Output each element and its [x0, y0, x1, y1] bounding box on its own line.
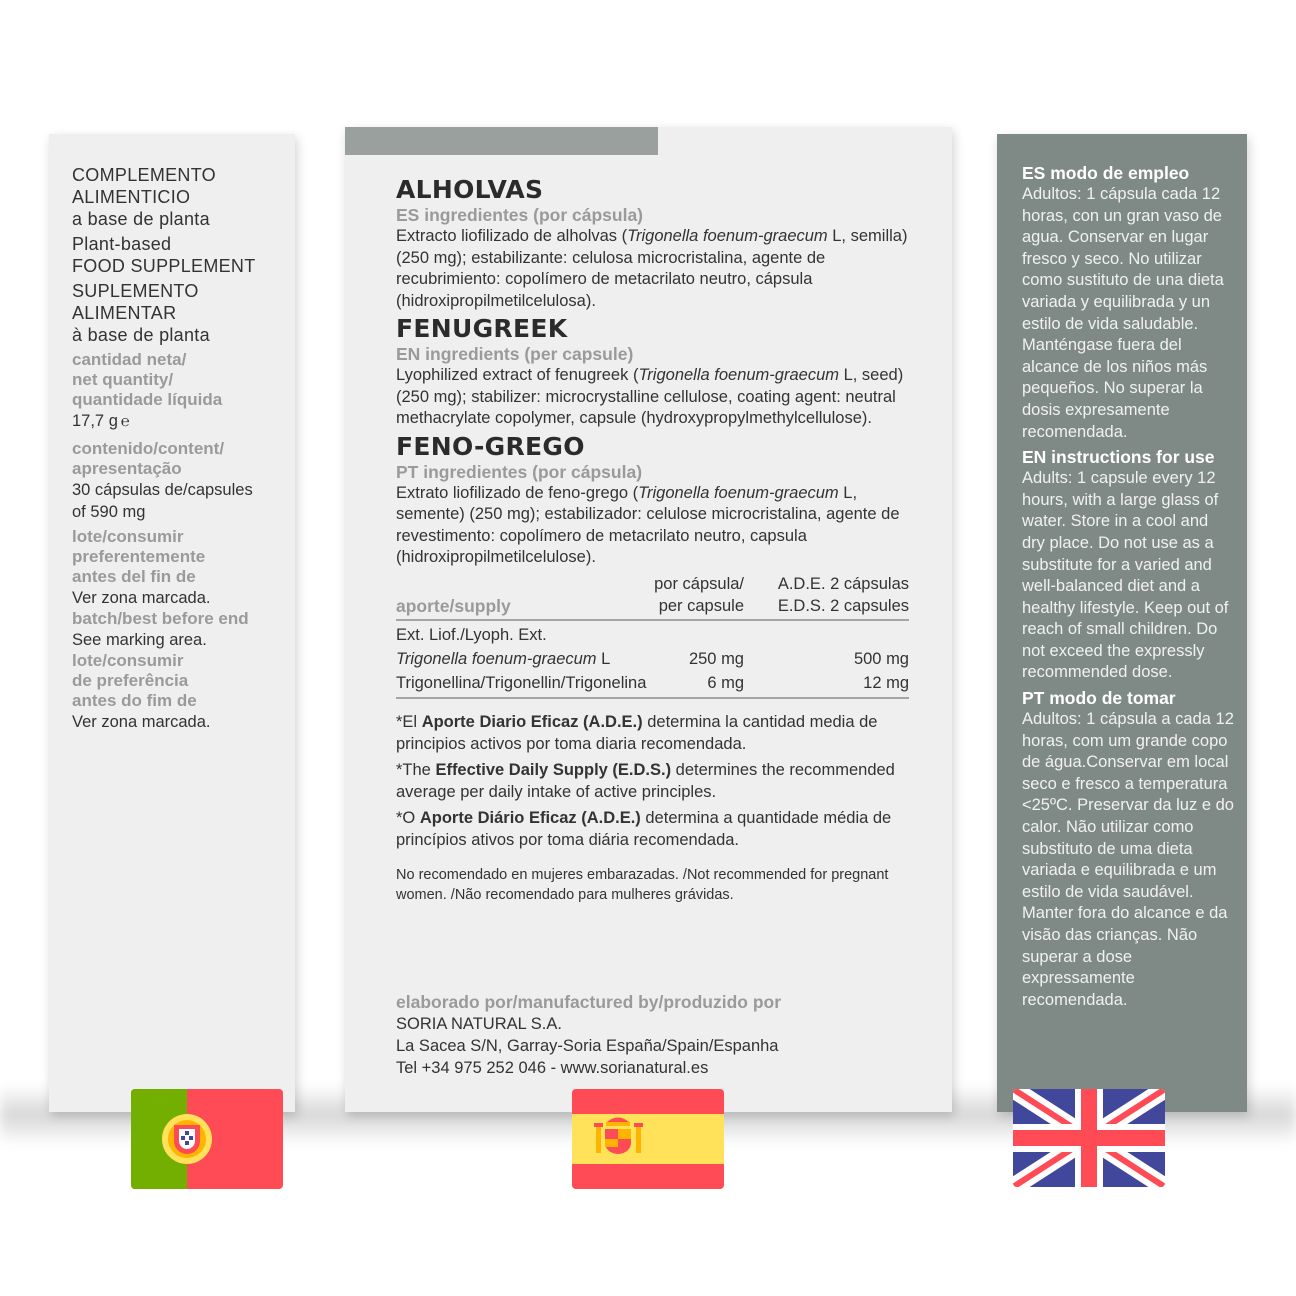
ingredients-es: [396, 226, 911, 312]
footnote-term: Aporte Diário Eficaz (A.D.E.): [419, 808, 641, 827]
footnote: [396, 807, 909, 851]
lot-es-label: preferentemente: [72, 547, 206, 566]
row-label: Trigonellina/Trigonellin/Trigonelina: [396, 673, 647, 692]
portugal-flag-icon: [131, 1089, 283, 1189]
latin-name: Trigonella foenum-graecum: [638, 483, 839, 502]
ingredients-text: Extracto liofilizado de alholvas (: [396, 227, 628, 245]
per-capsule-header: [632, 573, 744, 617]
spain-flag-icon: [572, 1089, 724, 1189]
subtitle-es: ES ingredientes (por cápsula): [396, 205, 643, 225]
usage-es-heading: ES modo de empleo: [1022, 163, 1190, 183]
content-label: contenido/content/: [72, 439, 225, 458]
net-quantity-label: net quantity/: [72, 370, 174, 389]
net-quantity-value: [72, 410, 295, 433]
table-row: [396, 623, 909, 647]
product-type-line: à base de planta: [72, 325, 210, 345]
net-quantity-label: quantidade líquida: [72, 390, 223, 409]
row-label-suffix: L: [596, 649, 611, 668]
product-type-line: a base de planta: [72, 209, 210, 229]
table-row: [396, 671, 909, 699]
daily-supply-header: [744, 573, 909, 617]
per-capsule-value: 6 mg: [707, 673, 744, 692]
product-type-line: ALIMENTICIO: [72, 187, 191, 207]
ingredients-en: [396, 365, 911, 430]
header-line: E.D.S. 2 capsules: [777, 596, 909, 615]
usage-pt-text: Adultos: 1 cápsula a cada 12 horas, com um grande copo de água.Conservar em local seco e fresco a temperatura <25ºC. Preservar da luz e do calor. Não utilizar como substituto de uma dieta variada e equilibrada e um estilo de vida saudável. Manter fora do alcance e da visão das crianças. Não superar a dose expressamente recomendada.: [1022, 710, 1234, 1009]
manufacturer-label: elaborado por/manufactured by/produzido por: [396, 992, 782, 1012]
footnotes: [396, 711, 909, 851]
usage-es-text: Adultos: 1 cápsula cada 12 horas, con un gran vaso de agua. Conservar en lugar fresco y seco. No utilizar como sustituto de una dieta variada y equilibrada y un estilo de vida saludable. Manténgase fuera del alcance de los niños más pequeños. No superar la dosis expresamente recomendada.: [1022, 185, 1224, 441]
usage-en-text: Adults: 1 capsule every 12 hours, with a large glass of water. Store in a cool and dry place. Do not use as a substitute for a varied and well-balanced diet and a healthy lifestyle. Keep out of reach of small children. Do not exceed the expressly recommended dose.: [1022, 469, 1229, 682]
footnote-text: *El: [396, 712, 422, 731]
header-line: por cápsula/: [654, 574, 744, 593]
header-line: A.D.E. 2 cápsulas: [777, 574, 909, 593]
product-type-line: COMPLEMENTO: [72, 165, 216, 185]
lot-pt-value: Ver zona marcada.: [72, 713, 211, 731]
net-quantity-label: cantidad neta/: [72, 350, 187, 369]
footnote-term: Effective Daily Supply (E.D.S.): [435, 760, 672, 779]
united-kingdom-flag-icon: [1013, 1089, 1165, 1187]
subtitle-en: EN ingredients (per capsule): [396, 344, 634, 364]
ingredients-text: L, seed) (250 mg); stabilizer: microcrystalline cellulose, coating agent: neutral methacrylate copolymer, capsule (hydroxypropylmethylcellulose).: [396, 366, 904, 427]
row-label: [396, 647, 632, 671]
footnote-term: Aporte Diario Eficaz (A.D.E.): [421, 712, 643, 731]
footnote-text: *The: [396, 760, 436, 779]
ingredients-text: L, semente) (250 mg); estabilizador: celulose microcristalina, agente de revestimento: copolímero de metacrilato neutro, capsula (hidroxipropilmetilcelulose).: [396, 483, 900, 566]
usage-en-heading: EN instructions for use: [1022, 447, 1215, 468]
product-type-line: FOOD SUPPLEMENT: [72, 256, 256, 276]
supply-table: [396, 573, 909, 699]
left-side-panel: [49, 134, 295, 1112]
lot-en-value: See marking area.: [72, 631, 207, 649]
supply-label: aporte/supply: [396, 595, 511, 616]
lot-pt-label: antes do fim de: [72, 691, 197, 710]
net-quantity-text: 17,7 g: [72, 412, 118, 430]
lot-es-value: Ver zona marcada.: [72, 589, 211, 607]
ingredients-text: Lyophilized extract of fenugreek (: [396, 366, 639, 384]
row-label: Ext. Liof./Lyoph. Ext.: [396, 625, 547, 644]
title-es: ALHOLVAS: [396, 175, 544, 204]
center-main-panel: [345, 127, 952, 1112]
table-header-row: [396, 573, 909, 621]
daily-value: 12 mg: [863, 673, 909, 692]
footnote-text: determina la cantidad media de principios activos por toma diaria recomendada.: [396, 712, 878, 753]
manufacturer-address: La Sacea S/N, Garray-Soria España/Spain/Espanha: [396, 1037, 779, 1055]
latin-name: Trigonella foenum-graecum: [638, 366, 839, 384]
subtitle-pt: PT ingredientes (por cápsula): [396, 461, 643, 482]
table-row: [396, 647, 909, 671]
product-type-line: ALIMENTAR: [72, 303, 177, 323]
header-line: per capsule: [658, 596, 744, 615]
manufacturer-name: SORIA NATURAL S.A.: [396, 1015, 562, 1033]
footnote-text: determina a quantidade média de princípios ativos por toma diária recomendada.: [396, 808, 892, 849]
footnote: [396, 759, 909, 803]
usage-pt-heading: PT modo de tomar: [1022, 688, 1176, 709]
lot-pt-label: de preferência: [72, 671, 189, 690]
lot-es-label: lote/consumir: [72, 527, 184, 546]
ingredients-pt: [396, 483, 911, 569]
per-capsule-value: 250 mg: [688, 649, 744, 668]
lot-en-label: batch/best before end: [72, 609, 249, 628]
product-type-line: Plant-based: [72, 234, 172, 254]
ingredients-text: L, semilla) (250 mg); estabilizante: celulosa microcristalina, agente de recubrimiento: copolímero de metacrilato neutro, cápsula (hidroxipropilmetilcelulosa).: [396, 227, 908, 310]
pregnancy-warning: No recomendado en mujeres embarazadas. /Not recommended for pregnant women. /Não recomendado para mulheres grávidas.: [396, 866, 889, 903]
right-side-panel: [997, 134, 1247, 1112]
latin-name: Trigonella foenum-graecum: [627, 227, 828, 245]
product-type-line: SUPLEMENTO: [72, 281, 199, 301]
daily-value: 500 mg: [853, 649, 909, 668]
latin-name: Trigonella foenum-graecum: [396, 649, 597, 668]
ingredients-text: Extrato liofilizado de feno-grego (: [396, 483, 639, 502]
lot-es-label: antes del fin de: [72, 567, 196, 586]
footnote-text: determines the recommended average per daily intake of active principles.: [396, 760, 895, 801]
content-value: 30 cápsulas de/capsules: [72, 481, 253, 499]
manufacturer-block: [396, 991, 781, 1079]
manufacturer-contact: Tel +34 975 252 046 - www.sorianatural.es: [396, 1059, 709, 1077]
content-value: of 590 mg: [72, 503, 146, 521]
lot-pt-label: lote/consumir: [72, 651, 184, 670]
footnote: [396, 711, 909, 755]
content-label: apresentação: [72, 459, 182, 478]
top-accent-bar: [345, 127, 658, 155]
title-pt: FENO-GREGO: [396, 431, 585, 461]
title-en: FENUGREEK: [396, 314, 568, 343]
footnote-text: *O: [396, 808, 420, 827]
estimated-sign-icon: ℮: [120, 413, 130, 430]
